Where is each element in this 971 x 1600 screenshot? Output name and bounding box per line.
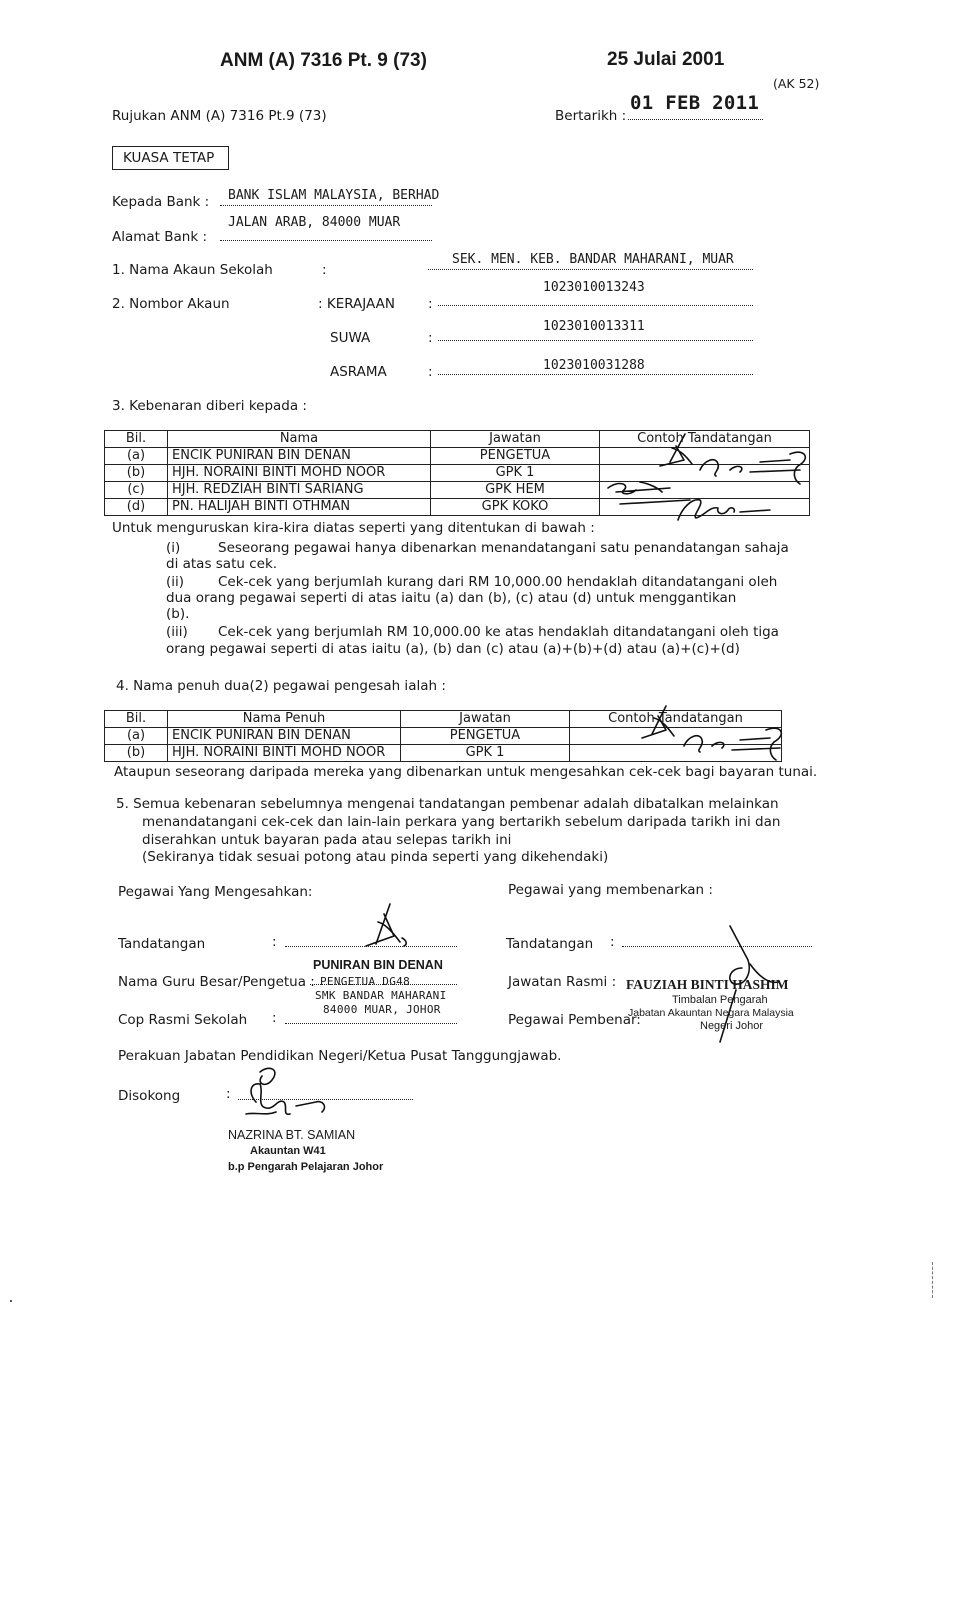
kuasa-tetap-label: KUASA TETAP — [123, 150, 215, 166]
col-nama-penuh: Nama Penuh — [168, 711, 401, 728]
cop-rasmi-line — [285, 1023, 457, 1024]
date-stamp: 01 FEB 2011 — [630, 92, 760, 114]
kuasa-tetap-box — [112, 146, 229, 170]
kerajaan-label: : KERAJAAN — [318, 296, 395, 312]
row-jawatan: GPK 1 — [431, 465, 600, 482]
kepada-bank-label: Kepada Bank : — [112, 194, 210, 210]
principal-signature — [350, 900, 430, 960]
section5-line2: menandatangani cek-cek dan lain-lain perkara yang bertarikh sebelum daripada tarikh ini dan — [142, 814, 781, 830]
section3-heading: 3. Kebenaran diberi kepada : — [112, 398, 307, 414]
principal-stamp-name: PUNIRAN BIN DENAN — [313, 958, 443, 972]
row-bil: (c) — [105, 482, 168, 499]
row-bil: (d) — [105, 499, 168, 516]
nama-akaun-label: 1. Nama Akaun Sekolah — [112, 262, 273, 278]
nazrina-title: Akauntan W41 — [250, 1145, 326, 1157]
right-tandatangan-label: Tandatangan — [506, 936, 594, 952]
row-nama: ENCIK PUNIRAN BIN DENAN — [168, 728, 401, 745]
clause-i-num: (i) — [166, 540, 181, 556]
signature-puniran — [660, 434, 692, 466]
clause-iii-line2: orang pegawai seperti di atas iaitu (a), (b) dan (c) atau (a)+(b)+(d) atau (a)+(c)+(d) — [166, 641, 740, 657]
scan-edge-mark — [932, 1262, 934, 1298]
signature-group-table3 — [600, 426, 820, 526]
clause-i-line2: di atas satu cek. — [166, 556, 278, 572]
alamat-bank-label: Alamat Bank : — [112, 229, 208, 245]
section4-note: Ataupun seseorang daripada mereka yang dibenarkan untuk mengesahkan cek-cek bagi bayaran tunai. — [114, 764, 818, 780]
officer-stamp-name: FAUZIAH BINTI HASHIM — [626, 977, 789, 992]
row-jawatan: PENGETUA — [401, 728, 570, 745]
clause-i-line1: Seseorang pegawai hanya dibenarkan menandatangani satu penandatangan sahaja — [218, 540, 789, 556]
kerajaan-colon: : — [428, 296, 433, 312]
document-date: 25 Julai 2001 — [607, 49, 725, 70]
col-jawatan: Jawatan — [401, 711, 570, 728]
signature-noraini — [700, 452, 805, 484]
reference-title: ANM (A) 7316 Pt. 9 (73) — [220, 50, 427, 71]
disokong-label: Disokong — [118, 1088, 181, 1104]
suwa-colon: : — [428, 330, 433, 346]
signature-halijah — [620, 500, 770, 520]
nazrina-signature — [226, 1062, 346, 1132]
row-nama: HJH. REDZIAH BINTI SARIANG — [168, 482, 431, 499]
principal-stamp-line3: 84000 MUAR, JOHOR — [323, 1003, 441, 1016]
cop-rasmi-colon: : — [272, 1010, 277, 1026]
left-tandatangan-colon: : — [272, 934, 277, 950]
nazrina-on-behalf: b.p Pengarah Pelajaran Johor — [228, 1161, 384, 1173]
section5-line3: diserahkan untuk bayaran pada atau selepas tarikh ini — [142, 832, 512, 848]
clause-ii-line3: (b). — [166, 606, 190, 622]
row-bil: (b) — [105, 465, 168, 482]
row-nama: PN. HALIJAH BINTI OTHMAN — [168, 499, 431, 516]
suwa-account-number: 1023010013311 — [543, 319, 645, 334]
nazrina-name: NAZRINA BT. SAMIAN — [228, 1128, 356, 1142]
row-bil: (a) — [105, 448, 168, 465]
row-nama: HJH. NORAINI BINTI MOHD NOOR — [168, 465, 431, 482]
section3-intro: Untuk menguruskan kira-kira diatas seperti yang ditentukan di bawah : — [112, 520, 595, 536]
pegawai-pembenar-label: Pegawai Pembenar: — [508, 1012, 641, 1028]
officer-stamp-line2: Jabatan Akauntan Negara Malaysia — [628, 1007, 794, 1019]
bertarikh-line — [628, 119, 763, 120]
col-jawatan: Jawatan — [431, 431, 600, 448]
clause-iii-line1: Cek-cek yang berjumlah RM 10,000.00 ke atas hendaklah ditandatangani oleh tiga — [218, 624, 779, 640]
col-contoh-tandatangan: Contoh Tandatangan — [600, 431, 810, 448]
section4-heading: 4. Nama penuh dua(2) pegawai pengesah ialah : — [116, 678, 446, 694]
row-jawatan: GPK HEM — [431, 482, 600, 499]
row-bil: (a) — [105, 728, 168, 745]
right-signoff-heading: Pegawai yang membenarkan : — [508, 882, 713, 898]
section5-line1: 5. Semua kebenaran sebelumnya mengenai tandatangan pembenar adalah dibatalkan melainkan — [116, 796, 779, 812]
bertarikh-label: Bertarikh : — [555, 108, 627, 124]
left-signoff-heading: Pegawai Yang Mengesahkan: — [118, 884, 313, 900]
row-jawatan: GPK 1 — [401, 745, 570, 762]
signature-group-table4 — [600, 700, 800, 770]
signature-redziah — [608, 482, 670, 494]
clause-ii-line2: dua orang pegawai seperti di atas iaitu (a) dan (b), (c) atau (d) untuk menggantikan — [166, 590, 737, 606]
col-bil: Bil. — [105, 431, 168, 448]
suwa-label: SUWA — [330, 330, 371, 346]
row-jawatan: GPK KOKO — [431, 499, 600, 516]
right-tandatangan-colon: : — [610, 934, 615, 950]
clause-ii-num: (ii) — [166, 574, 185, 590]
school-account-name: SEK. MEN. KEB. BANDAR MAHARANI, MUAR — [452, 252, 734, 267]
asrama-colon: : — [428, 364, 433, 380]
nama-guru-label: Nama Guru Besar/Pengetua : — [118, 974, 315, 990]
nama-akaun-colon: : — [322, 262, 327, 278]
principal-stamp-line1: PENGETUA DG48 — [320, 975, 410, 988]
rujukan-label: Rujukan ANM (A) 7316 Pt.9 (73) — [112, 108, 327, 124]
row-bil: (b) — [105, 745, 168, 762]
asrama-line — [438, 374, 753, 375]
signature-noraini — [684, 728, 781, 760]
officer-signature — [690, 920, 790, 1050]
perakuan-text: Perakuan Jabatan Pendidikan Negeri/Ketua Pusat Tanggungjawab. — [118, 1048, 562, 1064]
kerajaan-account-number: 1023010013243 — [543, 280, 645, 295]
row-nama: ENCIK PUNIRAN BIN DENAN — [168, 448, 431, 465]
officer-stamp-line1: Timbalan Pengarah — [672, 994, 768, 1006]
asrama-account-number: 1023010031288 — [543, 358, 645, 373]
kerajaan-line — [438, 305, 753, 306]
row-jawatan: PENGETUA — [431, 448, 600, 465]
officer-stamp-line3: Negeri Johor — [700, 1020, 763, 1032]
section5-line4: (Sekiranya tidak sesuai potong atau pinda seperti yang dikehendaki) — [142, 849, 609, 865]
row-nama: HJH. NORAINI BINTI MOHD NOOR — [168, 745, 401, 762]
bank-name: BANK ISLAM MALAYSIA, BERHAD — [228, 188, 440, 203]
asrama-label: ASRAMA — [330, 364, 387, 380]
clause-iii-num: (iii) — [166, 624, 188, 640]
col-contoh-tandatangan: Contoh Tandatangan — [570, 711, 782, 728]
form-code: (AK 52) — [773, 76, 820, 91]
left-tandatangan-label: Tandatangan — [118, 936, 206, 952]
col-bil: Bil. — [105, 711, 168, 728]
nombor-akaun-label: 2. Nombor Akaun — [112, 296, 230, 312]
clause-ii-line1: Cek-cek yang berjumlah kurang dari RM 10,000.00 hendaklah ditandatangani oleh — [218, 574, 778, 590]
disokong-colon: : — [226, 1086, 231, 1102]
school-account-line — [428, 269, 753, 270]
bank-address-line — [220, 240, 432, 241]
signature-puniran — [642, 706, 674, 738]
cop-rasmi-label: Cop Rasmi Sekolah — [118, 1012, 248, 1028]
col-nama: Nama — [168, 431, 431, 448]
principal-stamp-line2: SMK BANDAR MAHARANI — [315, 989, 447, 1002]
bank-name-line — [220, 205, 432, 206]
bank-address: JALAN ARAB, 84000 MUAR — [228, 215, 401, 230]
jawatan-rasmi-label: Jawatan Rasmi : — [508, 974, 617, 990]
scan-speck — [10, 1300, 12, 1302]
suwa-line — [438, 340, 753, 341]
